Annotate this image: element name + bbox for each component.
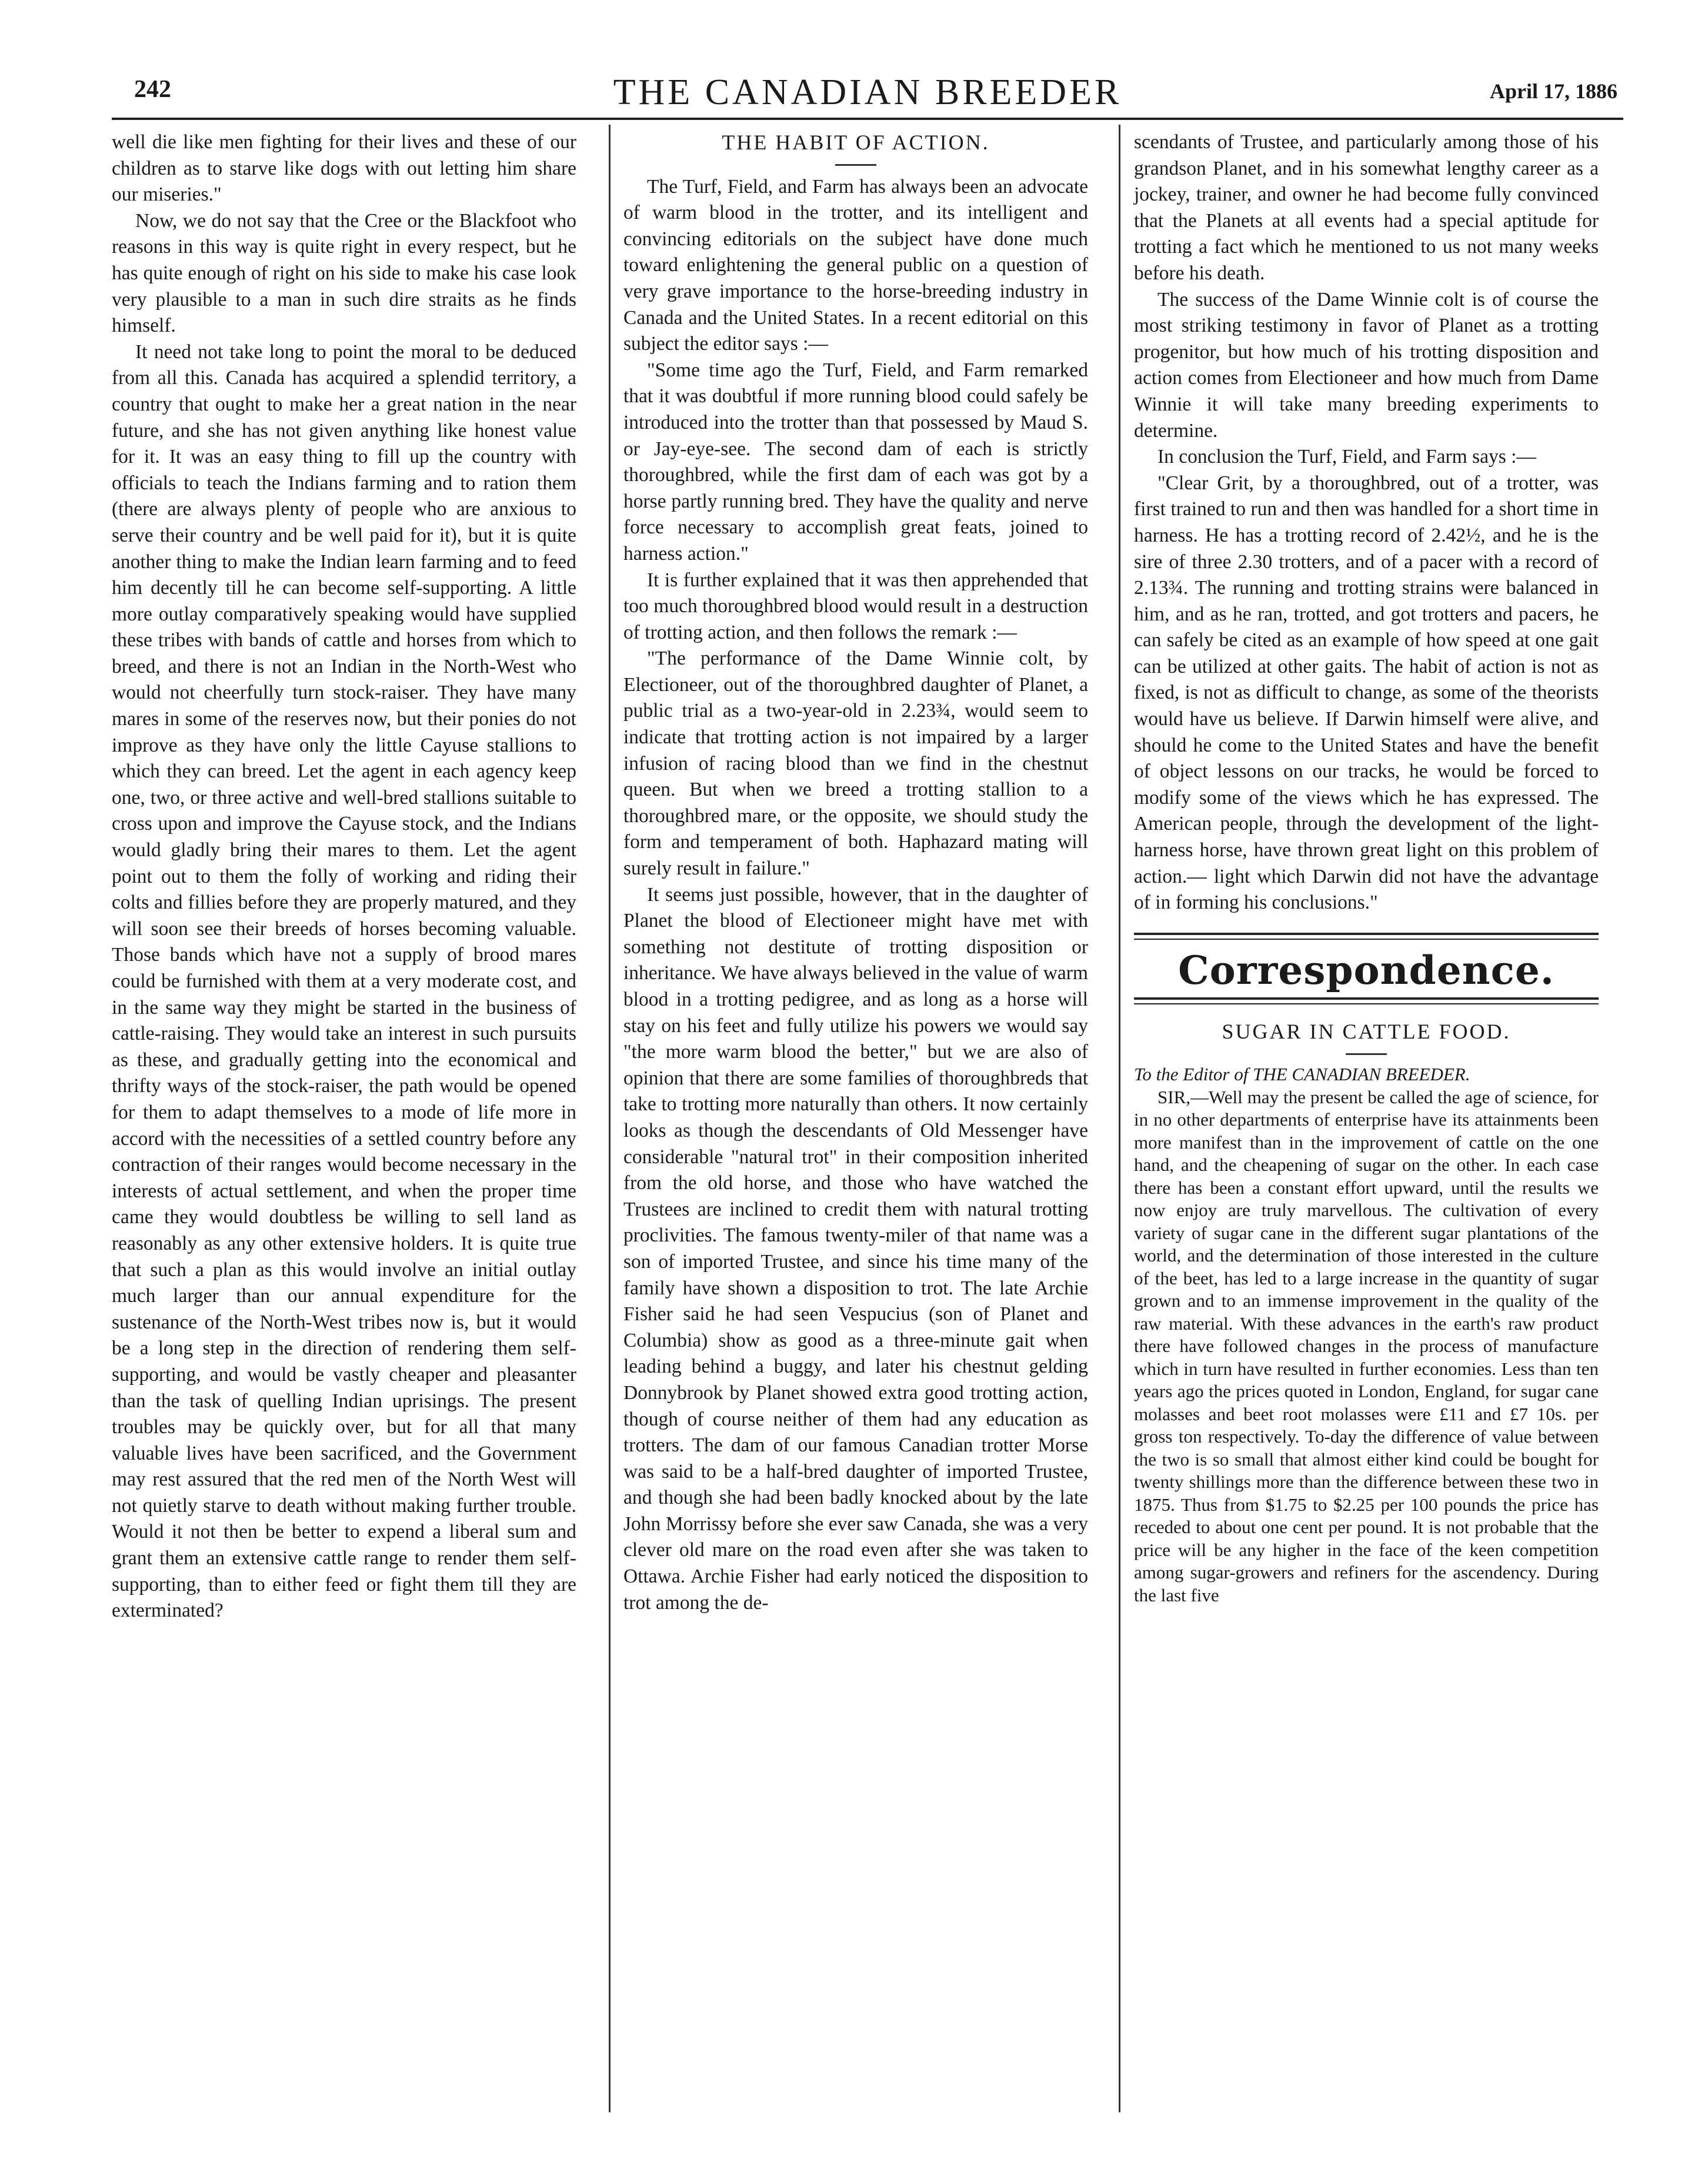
letter-address: To the Editor of THE CANADIAN BREEDER. — [1134, 1064, 1470, 1084]
paragraph: It is further explained that it was then apprehended that too much thoroughbred blood would result in a destruction of trotting action, and then follows the remark :— — [623, 569, 1088, 643]
issue-date: April 17, 1886 — [1489, 79, 1617, 103]
section-rule — [1134, 997, 1599, 1004]
quote-paragraph: "Some time ago the Turf, Field, and Farm remarked that it was doubtful if more running blood could safely be introduced into the trotter than that possessed by Maud S. or Jay-eye-see. The second dam of each is strictly thoroughbred, while the first dam of each was got by a horse partly running bred. They have the quality and nerve force necessary to accomplish great feats, joined to harness action." — [623, 359, 1088, 565]
column-1 — [112, 129, 576, 1624]
paragraph: Now, we do not say that the Cree or the Blackfoot who reasons in this way is quite right in every respect, but he has quite enough of right on his side to make his case look very plausible to a man in such dire straits as he finds himself. — [112, 209, 576, 337]
newspaper-page — [112, 71, 1623, 2117]
column-2 — [623, 129, 1088, 1616]
article-title: THE HABIT OF ACTION. — [722, 131, 990, 154]
title-rule — [1346, 1053, 1387, 1055]
page-header — [112, 71, 1623, 118]
paragraph: It need not take long to point the moral to be deduced from all this. Canada has acquired a splendid territory, a country that ought to make her a great nation in the near future, and she has not given anything like honest value for it. It was an easy thing to fill up the country with officials to teach the Indians farming and to ration them (there are always plenty of people who are anxious to serve their country and be well paid for it), but it is quite another thing to make the Indian learn farming and to feed him decently till he can become self-supporting. A little more outlay comparatively speaking would have supplied these tribes with bands of cattle and horses from which to breed, and there is not an Indian in the North-West who would not cheerfully turn stock-raiser. They have many mares in some of the reserves now, but their ponies do not improve as they have only the little Cayuse stallions to which they can breed. Let the agent in each agency keep one, two, or three active and well-bred stallions suitable to cross upon and improve the Cayuse stock, and the Indians would gladly bring their mares to them. Let the agent point out to them the folly of working and riding their colts and fillies before they are properly matured, and they will soon see their breeds of horses becoming valuable. Those bands which have not a supply of brood mares could be furnished with them at a very moderate cost, and in the same way they might be started in the business of cattle-raising. They would take an interest in such pursuits as these, and gradually getting into the economical and thrifty ways of the stock-raiser, the path would be opened for them to adapt themselves to a mode of life more in accord with the necessities of a settled country before any contraction of their ranges would become necessary in the interests of actual settlement, and when the proper time came they would doubtless be willing to sell land as reasonably as any other extensive holders. It is quite true that such a plan as this would involve an initial outlay much larger than our annual expenditure for the sustenance of the North-West tribes now is, but it would be a long step in the direction of rendering them self-supporting, and would be vastly cheaper and pleasanter than the task of quelling Indian uprisings. The present troubles may be quickly over, but for all that many valuable lives have been sacrificed, and the Government may rest assured that the red men of the North West will not quietly starve to death without making further trouble. Would it not then be better to expend a liberal sum and grant them an extensive cattle range to render them self-supporting, than to either feed or fight them till they are exterminated? — [112, 340, 576, 1622]
paragraph: It seems just possible, however, that in the daughter of Planet the blood of Electioneer might have met with something not destitute of trotting disposition or inheritance. We have always believed in the value of warm blood in a trotting pedigree, and as long as a horse will stay on his feet and fully utilize his powers we would say "the more warm blood the better," but we are also of opinion that there are some families of thoroughbreds that take to trotting more naturally than others. It now certainly looks as though the descendants of Old Messenger have considerable "natural trot" in their composition inherited from the old horse, and those who have watched the Trustees are inclined to credit them with natural trotting proclivities. The famous twenty-miler of that name was a son of imported Trustee, and since his time many of the family have shown a disposition to trot. The late Archie Fisher said he had seen Vespucius (son of Planet and Columbia) show as good as a three-minute gait when leading behind a buggy, and later his chestnut gelding Donnybrook by Planet showed extra good trotting action, though of course neither of them had any education as trotters. The dam of our famous Canadian trotter Morse was said to be a half-bred daughter of imported Trustee, and though she had been badly knocked about by the late John Morrissy before she ever saw Canada, she was a very clever old mare on the road even after she was taken to Ottawa. Archie Fisher had early noticed the disposition to trot among the de- — [623, 883, 1088, 1614]
correspondence-heading: Correspondence. — [1178, 947, 1554, 993]
column-divider — [1119, 125, 1120, 2112]
quote-paragraph: "The performance of the Dame Winnie colt, by Electioneer, out of the thoroughbred daughter of Planet, a public trial as a two-year-old in 2.23¾, would seem to indicate that trotting action is not impaired by a larger infusion of racing blood than we find in the chestnut queen. But when we breed a trotting stallion to a thoroughbred mare, or the opposite, we should study the form and temperament of both. Haphazard mating will surely result in failure." — [623, 647, 1088, 880]
masthead: THE CANADIAN BREEDER — [613, 72, 1122, 112]
page-number: 242 — [134, 76, 171, 103]
column-3 — [1134, 129, 1599, 1607]
paragraph: The success of the Dame Winnie colt is of course the most striking testimony in favor of Planet as a trotting progenitor, but how much of his trotting disposition and action comes from Electioneer and how much from Dame Winnie it will take many breeding experiments to determine. — [1134, 288, 1599, 442]
quote-paragraph: "Clear Grit, by a thoroughbred, out of a trotter, was first trained to run and then was handled for a short time in harness. He has a trotting record of 2.42½, and he is the sire of three 2.30 trotters, and of a pacer with a record of 2.13¾. The running and trotting strains were balanced in him, and as he ran, trotted, and got trotters and pacers, he can safely be cited as an example of how speed at one gait can be utilized at other gaits. The habit of action is not as fixed, is not as difficult to change, as some of the theorists would have us believe. If Darwin himself were alive, and should he come to the United States and have the benefit of object lessons on our tracks, he would be forced to modify some of the views which he has expressed. The American people, through the development of the light-harness horse, have thrown great light on this problem of action.— light which Darwin did not have the advantage of in forming his conclusions." — [1134, 472, 1599, 914]
paragraph: In conclusion the Turf, Field, and Farm says :— — [1157, 446, 1536, 468]
column-divider — [609, 125, 611, 2112]
paragraph: scendants of Trustee, and particularly among those of his grandson Planet, and in his somewhat lengthy career as a jockey, trainer, and owner he had become fully convinced that the Planets at all events had a special aptitude for trotting a fact which he mentioned to us not many weeks before his death. — [1134, 131, 1599, 284]
letter-body: SIR,—Well may the present be called the age of science, for in no other departments of enterprise have its attainments been more manifest than in the improvement of cattle on the one hand, and the cheapening of sugar on the other. In each case there has been a constant effort upward, until the results we now enjoy are truly marvellous. The cultivation of every variety of sugar cane in the different sugar plantations of the world, and the determination of those interested in the culture of the beet, has led to a large increase in the quantity of sugar grown and to an immense improvement in the quality of the raw material. With these advances in the earth's raw product there have followed changes in the process of manufacture which in turn have resulted in further economies. Less than ten years ago the prices quoted in London, England, for sugar cane molasses and beet root molasses were £11 and £7 10s. per gross ton respectively. To-day the difference of value between the two is so small that almost either kind could be bought for twenty shillings more than the difference between these two in 1875. Thus from $1.75 to $2.25 per 100 pounds the price has receded to about one cent per pound. It is not probable that the price will be any higher in the face of the keen competition among sugar-growers and refiners for the ascendency. During the last five — [1134, 1086, 1599, 1605]
letter-title: SUGAR IN CATTLE FOOD. — [1222, 1020, 1511, 1044]
paragraph: The Turf, Field, and Farm has always been an advocate of warm blood in the trotter, and its intelligent and convincing editorials on the subject have done much toward enlightening the general public on a question of very grave importance to the horse-breeding industry in Canada and the United States. In a recent editorial on this subject the editor says :— — [623, 175, 1088, 355]
paragraph: well die like men fighting for their lives and these of our children as to starve like dogs with out letting him share our miseries." — [112, 131, 576, 206]
title-rule — [835, 164, 876, 166]
section-rule — [1134, 933, 1599, 940]
header-rule — [112, 118, 1623, 120]
